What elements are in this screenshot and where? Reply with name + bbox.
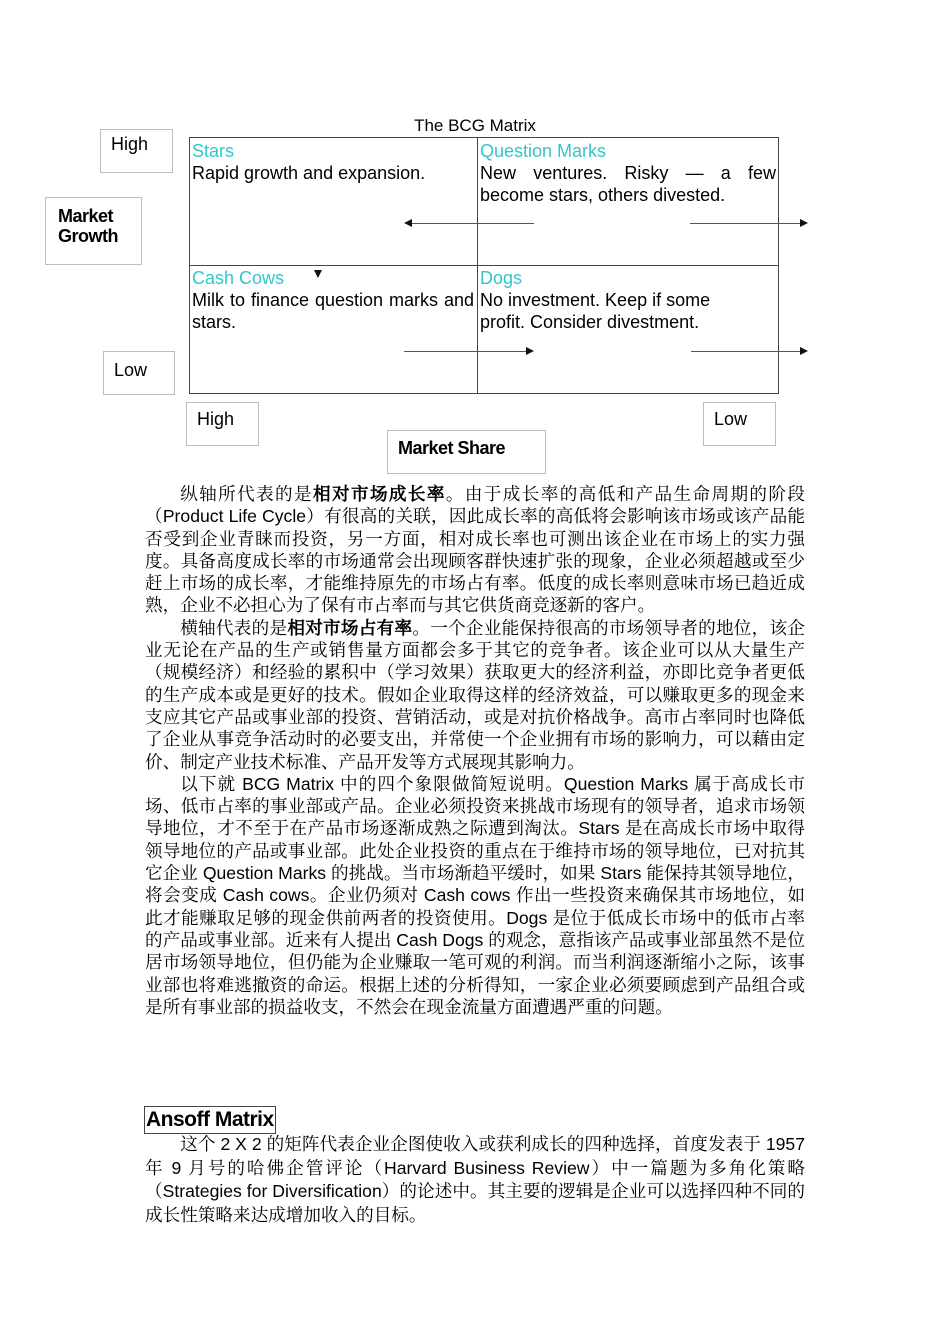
x-axis-high-label (186, 402, 259, 446)
y-axis-low-label (103, 351, 175, 395)
p1-body: 。由于成长率的高低和产品生命周期的阶段（Product Life Cycle）有很高的关联，因此成长率的高低将会影响该市场或该产品能否受到企业青睐而投资，另一方面，相对成长率也可测出该企业在市场上的实力强度。具备高度成长率的市场通常会出现顾客群快速扩张的现象，企业必须超越或至少赶上市场的成长率，才能维持原先的市场占有率。低度的成长率则意味市场已趋近成熟，企业不必担心为了保有市占率而与其它供货商竞逐新的客户。 (145, 484, 805, 616)
quadrant-question-marks (480, 140, 776, 206)
arrow-right-bottom-left (404, 351, 528, 352)
cash-cows-title: Cash Cows (192, 268, 285, 288)
stars-text: Rapid growth and expansion. (192, 163, 426, 183)
matrix-title: The BCG Matrix (414, 116, 536, 135)
y-axis-high-label (100, 129, 173, 173)
p1-term: 相对市场成长率 (313, 484, 446, 504)
arrow-right-top (690, 223, 802, 224)
quadrant-dogs (480, 267, 776, 333)
paragraph-horizontal-axis (145, 617, 805, 773)
question-marks-title: Question Marks (480, 141, 607, 161)
ansoff-heading: Ansoff Matrix (144, 1106, 276, 1134)
arrow-left-top (410, 223, 534, 224)
y-axis-title-text: Market Growth (58, 206, 118, 246)
p2-lead: 横轴代表的是 (180, 617, 288, 638)
bcg-explanation (145, 483, 805, 1018)
matrix-horizontal-divider (190, 265, 778, 266)
y-axis-low-text: Low (114, 360, 148, 380)
dogs-text: No investment. Keep if some profit. Consider divestment. (480, 290, 711, 332)
arrow-right-bottom-right (691, 351, 802, 352)
x-axis-high-text: High (197, 409, 235, 429)
paragraph-vertical-axis (145, 483, 805, 617)
x-axis-low-label (703, 402, 776, 446)
y-axis-title (45, 197, 142, 265)
ansoff-paragraph: 这个 2 X 2 的矩阵代表企业企图使收入或获利成长的四种选择，首度发表于 1957 年 9 月号的哈佛企管评论（Harvard Business Review）中一篇题为多角化策略（Strategies for Diversification）的论述中。其主要的逻辑是企业可以选择四种不同的成长性策略来达成增加收入的目标。 (145, 1134, 805, 1225)
quadrant-stars (192, 140, 474, 184)
cash-cows-text: Milk to finance question marks and stars. (192, 290, 474, 332)
x-axis-low-text: Low (714, 409, 748, 429)
ansoff-section (145, 1133, 805, 1227)
p2-body: 。一个企业能保持很高的市场领导者的地位，该企业无论在产品的生产或销售量方面都会多于其它的竞争者。该企业可以从大量生产（规模经济）和经验的累积中（学习效果）获取更大的经济利益，亦即比竞争者更低的生产成本或是更好的技术。假如企业取得这样的经济效益，可以赚取更多的现金来支应其它产品或事业部的投资、营销活动，或是对抗价格战争。高市占率同时也降低了企业从事竞争活动时的必要支出，并常使一个企业拥有市场的影响力，可以藉由定价、制定产业技术标准、产品开发等方式展现其影响力。 (145, 617, 805, 772)
y-axis-high-text: High (111, 134, 149, 154)
p1-lead: 纵轴所代表的是 (180, 484, 314, 504)
x-axis-title (387, 430, 546, 474)
dogs-title: Dogs (480, 268, 523, 288)
p2-term: 相对市场占有率 (287, 617, 413, 638)
bcg-matrix-grid (189, 137, 779, 394)
paragraph-quadrants: 以下就 BCG Matrix 中的四个象限做简短说明。Question Marks 属于高成长市场、低市占率的事业部或产品。企业必须投资来挑战市场现有的领导者，追求市场领导地位，才不至于在产品市场逐渐成熟之际遭到淘汰。Stars 是在高成长市场中取得领导地位的产品或事业部。此处企业投资的重点在于维持市场的领导地位，已对抗其它企业 Question Marks 的挑战。当市场渐趋平缓时，如果 Stars 能保持其领导地位，将会变成 Cash cows。企业仍须对 Cash cows 作出一些投资来确保其市场地位，如此才能赚取足够的现金供前两者的投资使用。Dogs 是位于低成长市场中的低市占率的产品或事业部。近来有人提出 Cash Dogs 的观念，意指该产品或事业部虽然不是位居市场领导地位，但仍能为企业赚取一笔可观的利润。而当利润逐渐缩小之际，该事业部也将难逃撤资的命运。根据上述的分析得知，一家企业必须要顾虑到产品组合或是所有事业部的损益收支，不然会在现金流量方面遭遇严重的问题。 (145, 773, 805, 1017)
quadrant-cash-cows (192, 267, 474, 333)
question-marks-text: New ventures. Risky — a few become stars, others divested. (480, 163, 776, 205)
stars-title: Stars (192, 141, 235, 161)
x-axis-title-text: Market Share (398, 438, 506, 458)
arrow-down-marker (314, 270, 322, 278)
